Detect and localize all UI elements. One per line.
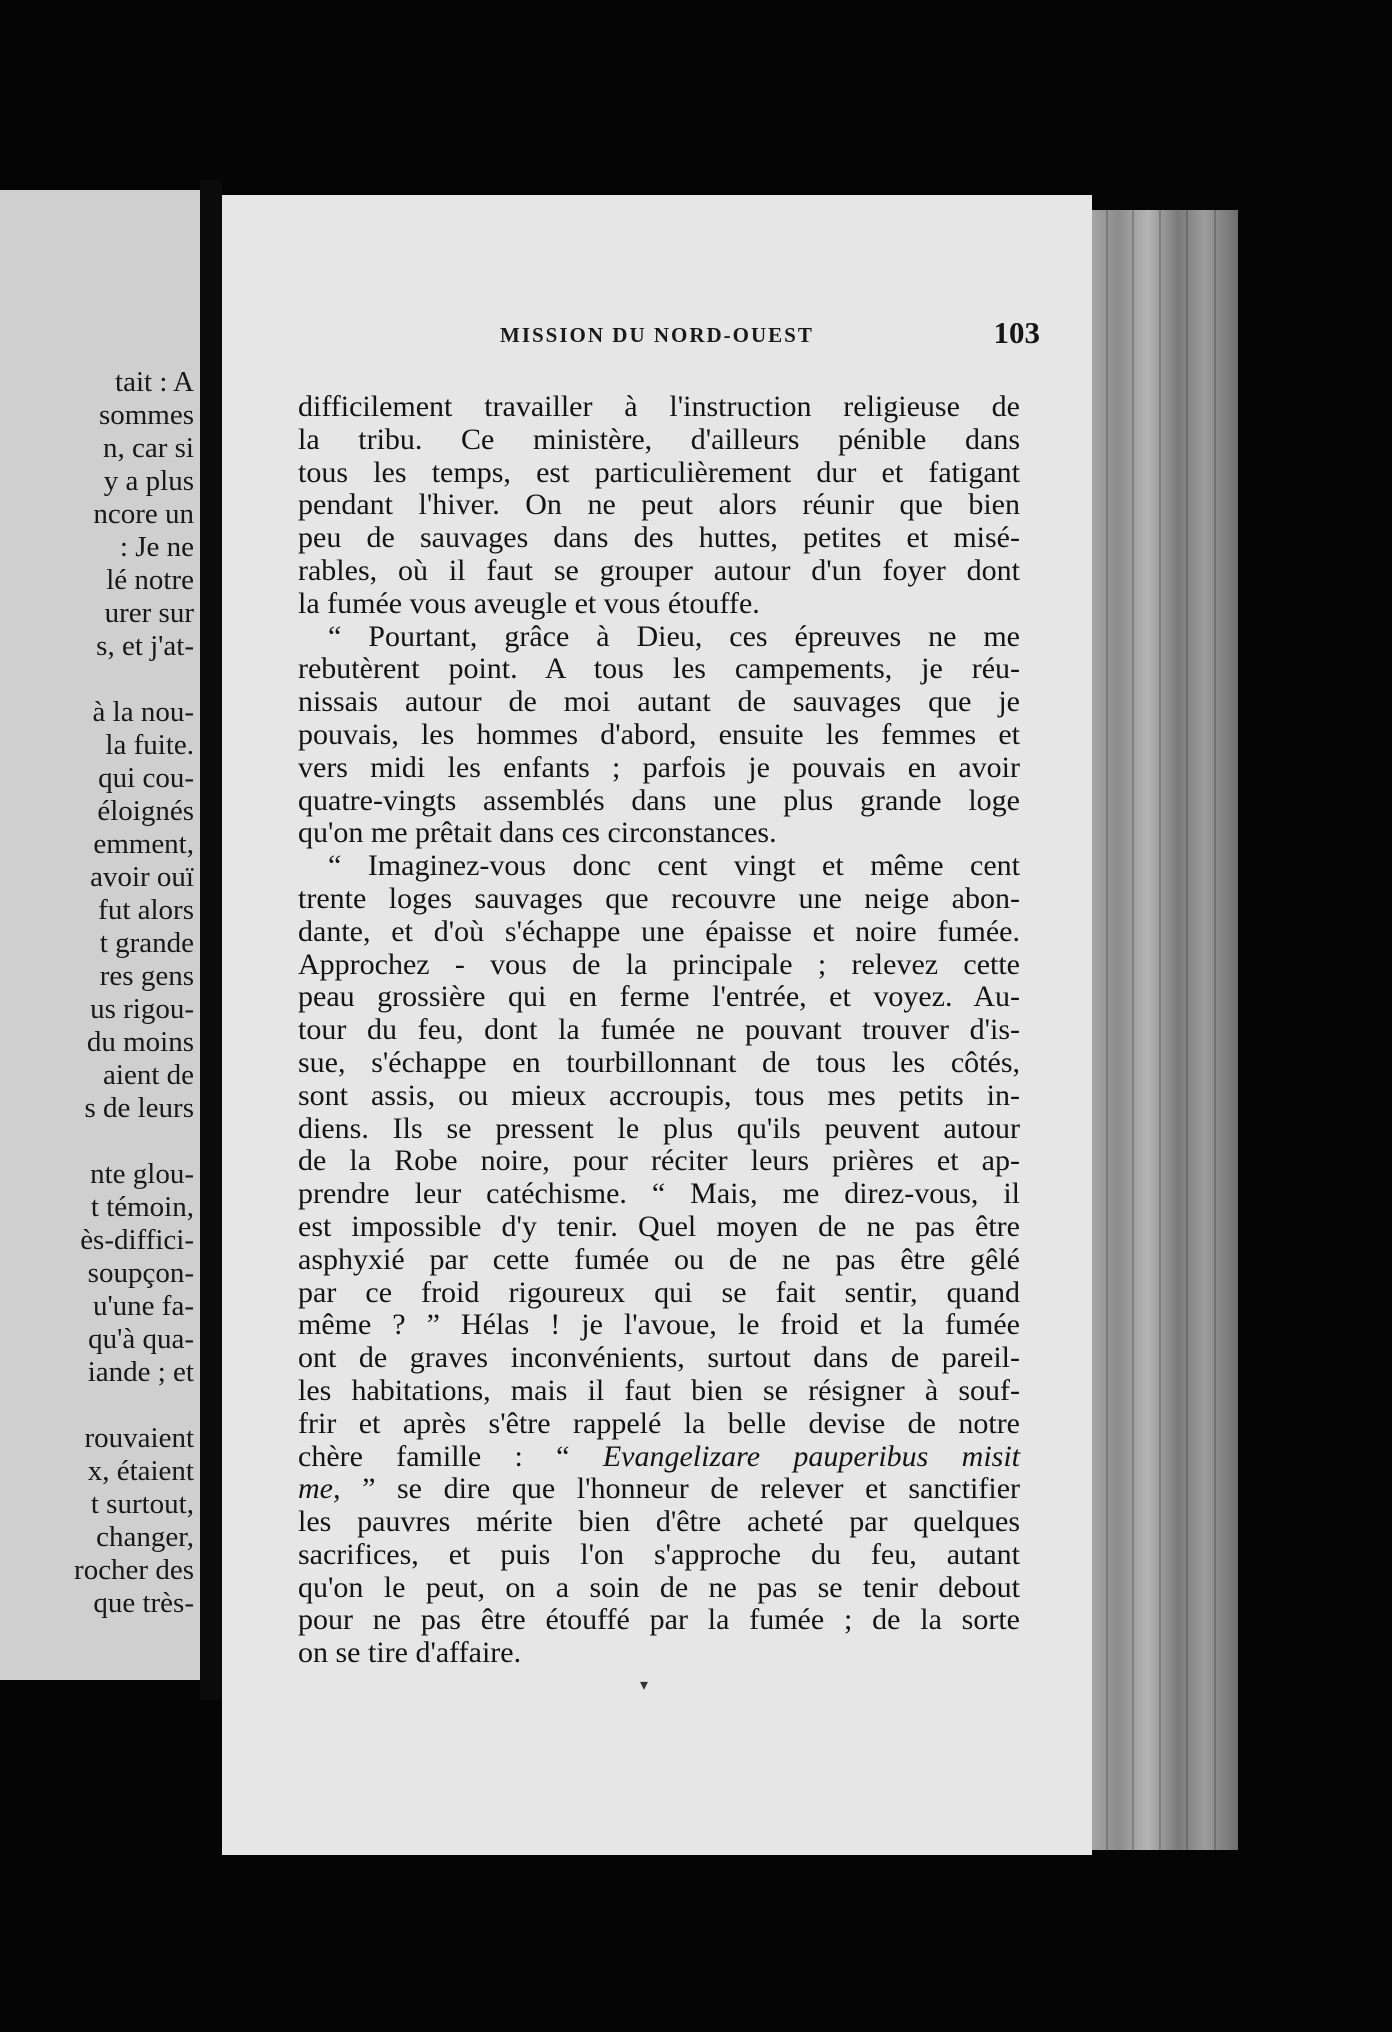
text-line: par ce froid rigoureux qui se fait sentir, quand xyxy=(298,1275,1020,1309)
left-line: s, et j'at- xyxy=(96,630,194,662)
text-line: sue, s'échappe en tourbillonnant de tous les côtés, xyxy=(298,1045,1020,1079)
left-line: rocher des xyxy=(74,1554,194,1586)
text-line: asphyxié par cette fumée ou de ne pas être gêlé xyxy=(298,1242,1020,1276)
left-line: s de leurs xyxy=(84,1092,194,1124)
left-line: changer, xyxy=(96,1521,194,1553)
left-line: t surtout, xyxy=(90,1488,194,1520)
text-segment: chère famille : “ xyxy=(298,1439,570,1473)
left-line: éloignés xyxy=(97,795,194,827)
book-gutter xyxy=(200,180,222,1700)
left-line: du moins xyxy=(86,1026,194,1058)
text-line: frir et après s'être rappelé la belle devise de notre xyxy=(298,1406,1020,1440)
text-line: prendre leur catéchisme. “ Mais, me direz-vous, il xyxy=(298,1177,1020,1211)
text-line: les pauvres mérite bien d'être acheté par quelques xyxy=(298,1505,1020,1539)
text-line: même ? ” Hélas ! je l'avoue, le froid et la fumée xyxy=(298,1308,1020,1342)
text-line: pour ne pas être étouffé par la fumée ; de la sorte xyxy=(298,1603,1020,1637)
page-edge-line xyxy=(1186,210,1188,1850)
text-line: “ Imaginez-vous donc cent vingt et même cent xyxy=(328,849,1020,883)
left-line: qu'à qua- xyxy=(88,1323,194,1355)
text-line: qu'on le peut, on a soin de ne pas se tenir debout xyxy=(298,1570,1020,1604)
text-line: rables, où il faut se grouper autour d'un foyer dont xyxy=(298,553,1020,587)
left-line: à la nou- xyxy=(92,696,194,728)
page-edge-line xyxy=(1159,210,1161,1850)
text-line: tous les temps, est particulièrement dur et fatigant xyxy=(298,455,1020,489)
left-line: : Je ne xyxy=(119,531,194,563)
body-text xyxy=(298,391,1020,1670)
left-line: t grande xyxy=(99,927,194,959)
text-line: les habitations, mais il faut bien se résigner à souf- xyxy=(298,1373,1020,1407)
paragraph-gap xyxy=(0,1125,194,1158)
paragraph-gap xyxy=(0,663,194,696)
text-line: de la Robe noire, pour réciter leurs prières et ap- xyxy=(298,1144,1020,1178)
left-line: tait : A xyxy=(115,366,194,398)
left-line: sommes xyxy=(98,399,194,431)
text-line: pouvais, les hommes d'abord, ensuite les femmes et xyxy=(298,717,1020,751)
text-line: quatre-vingts assemblés dans une plus grande loge xyxy=(298,783,1020,817)
printer-mark: ▾ xyxy=(640,1675,649,1694)
left-line: ncore un xyxy=(93,498,194,530)
italic-motto: me, xyxy=(298,1472,341,1506)
text-line: rebutèrent point. A tous les campements, je réu- xyxy=(298,652,1020,686)
text-line: vers midi les enfants ; parfois je pouvais en avoir xyxy=(298,750,1020,784)
left-line: fut alors xyxy=(98,894,194,926)
page-edge-stack xyxy=(1088,210,1238,1850)
left-line: rouvaient xyxy=(84,1422,194,1454)
text-line: trente loges sauvages que recouvre une neige abon- xyxy=(298,881,1020,915)
text-line: Approchez - vous de la principale ; relevez cette xyxy=(298,947,1020,981)
left-line: aient de xyxy=(103,1059,194,1091)
page-number: 103 xyxy=(993,315,1040,350)
left-line: x, étaient xyxy=(87,1455,194,1487)
text-line: pendant l'hiver. On ne peut alors réunir que bien xyxy=(298,488,1020,522)
left-line: res gens xyxy=(99,960,194,992)
right-page xyxy=(222,195,1092,1855)
text-line: qu'on me prêtait dans ces circonstances. xyxy=(298,816,777,850)
page-edge-line xyxy=(1214,210,1216,1850)
text-line: sacrifices, et puis l'on s'approche du feu, autant xyxy=(298,1537,1020,1571)
left-line: nte glou- xyxy=(90,1158,194,1190)
page-edge-line xyxy=(1132,210,1134,1850)
text-segment: ” se dire que l'honneur de relever et sanctifier xyxy=(362,1472,1020,1506)
text-line: difficilement travailler à l'instruction religieuse de xyxy=(298,390,1020,423)
left-line: iande ; et xyxy=(87,1356,194,1388)
text-line xyxy=(298,1441,1020,1474)
left-page xyxy=(0,190,200,1680)
left-page-text xyxy=(0,366,194,1620)
left-line: urer sur xyxy=(104,597,194,629)
left-line: t témoin, xyxy=(90,1191,194,1223)
text-line xyxy=(298,1473,1020,1506)
text-line: nissais autour de moi autant de sauvages que je xyxy=(298,685,1020,719)
text-line: tour du feu, dont la fumée ne pouvant trouver d'is- xyxy=(298,1013,1020,1047)
left-line: u'une fa- xyxy=(92,1290,194,1322)
left-line: que très- xyxy=(93,1587,194,1619)
text-line: sont assis, ou mieux accroupis, tous mes petits in- xyxy=(298,1078,1020,1112)
left-line: us rigou- xyxy=(90,993,194,1025)
left-line: n, car si xyxy=(103,432,194,464)
text-line: “ Pourtant, grâce à Dieu, ces épreuves ne me xyxy=(328,619,1020,653)
left-line: y a plus xyxy=(103,465,194,497)
text-line: la fumée vous aveugle et vous étouffe. xyxy=(298,586,760,620)
left-line: la fuite. xyxy=(105,729,194,761)
text-line: la tribu. Ce ministère, d'ailleurs pénible dans xyxy=(298,422,1020,456)
text-line: peau grossière qui en ferme l'entrée, et voyez. Au- xyxy=(298,980,1020,1014)
left-line: qui cou- xyxy=(98,762,194,794)
text-line: on se tire d'affaire. xyxy=(298,1636,522,1670)
running-head: MISSION DU NORD-OUEST xyxy=(500,323,814,347)
left-line: ès-diffici- xyxy=(80,1224,194,1256)
left-line: lé notre xyxy=(106,564,194,596)
italic-motto: Evangelizare pauperibus misit xyxy=(602,1439,1021,1473)
paragraph-gap xyxy=(0,1389,194,1422)
text-line: ont de graves inconvénients, surtout dans de pareil- xyxy=(298,1341,1020,1375)
left-line: emment, xyxy=(93,828,194,860)
text-line: dante, et d'où s'échappe une épaisse et noire fumée. xyxy=(298,914,1020,948)
text-line: est impossible d'y tenir. Quel moyen de ne pas être xyxy=(298,1209,1020,1243)
page-edge-line xyxy=(1106,210,1108,1850)
text-line: diens. Ils se pressent le plus qu'ils peuvent autour xyxy=(298,1111,1020,1145)
text-line: peu de sauvages dans des huttes, petites et misé- xyxy=(298,521,1020,555)
left-line: soupçon- xyxy=(87,1257,194,1289)
left-line: avoir ouï xyxy=(90,861,194,893)
